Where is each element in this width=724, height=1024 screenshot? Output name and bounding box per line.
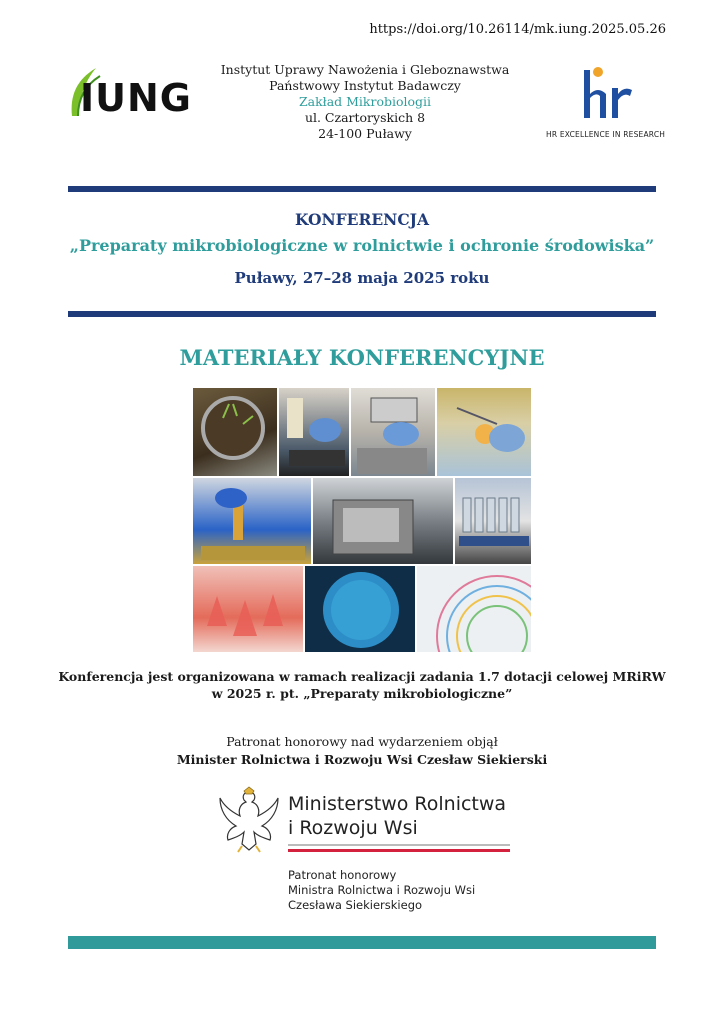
organization-line2: w 2025 r. pt. „Preparaty mikrobiologiczne” bbox=[211, 686, 513, 701]
patronage-small-line1: Patronat honorowy bbox=[288, 868, 397, 882]
hr-logo-icon bbox=[546, 64, 666, 128]
photo-collage bbox=[192, 387, 532, 653]
middle-divider bbox=[68, 311, 656, 317]
flag-stripe-red bbox=[288, 849, 510, 852]
collage-photo-incubator bbox=[312, 477, 454, 565]
flag-stripe-white bbox=[288, 844, 510, 846]
collage-photo-seedlings bbox=[192, 387, 278, 477]
hr-caption: HR EXCELLENCE IN RESEARCH bbox=[546, 130, 666, 139]
patronage-small-note bbox=[288, 868, 475, 913]
materials-heading: MATERIAŁY KONFERENCYJNE bbox=[179, 345, 545, 370]
patronage-lead: Patronat honorowy nad wydarzeniem objął bbox=[226, 734, 498, 749]
ministry-name-line1: Ministerstwo Rolnictwa bbox=[288, 793, 507, 815]
institute-type: Państwowy Instytut Badawczy bbox=[269, 78, 461, 93]
iung-wordmark: IUNG bbox=[80, 76, 192, 120]
collage-photo-petri-dish bbox=[304, 565, 416, 653]
city-address: 24-100 Puławy bbox=[318, 126, 412, 141]
organization-note bbox=[0, 668, 724, 702]
collage-photo-phylogenetic-tree bbox=[416, 565, 532, 653]
street-address: ul. Czartoryskich 8 bbox=[304, 110, 426, 125]
patronage-name: Minister Rolnictwa i Rozwoju Wsi Czesław Siekierski bbox=[176, 752, 548, 767]
conference-place-date: Puławy, 27–28 maja 2025 roku bbox=[234, 269, 490, 287]
collage-photo-tubes bbox=[192, 477, 312, 565]
conference-title: „Preparaty mikrobiologiczne w rolnictwie i ochronie środowiska” bbox=[69, 236, 655, 255]
ministry-logo bbox=[216, 786, 516, 858]
institute-block bbox=[200, 62, 530, 142]
patronage-small-line2: Ministra Rolnictwa i Rozwoju Wsi bbox=[288, 883, 476, 897]
ministry-name bbox=[288, 792, 506, 840]
collage-photo-lab-device bbox=[350, 387, 436, 477]
collage-photo-flasks bbox=[192, 565, 304, 653]
collage-photo-pipette bbox=[278, 387, 350, 477]
doi-link[interactable]: https://doi.org/10.26114/mk.iung.2025.05.26 bbox=[369, 22, 666, 37]
institute-name: Instytut Uprawy Nawożenia i Gleboznawstwa bbox=[220, 62, 510, 77]
collage-photo-gloves bbox=[436, 387, 532, 477]
bottom-teal-bar bbox=[68, 936, 656, 949]
hr-excellence-logo bbox=[546, 64, 666, 144]
polish-eagle-icon bbox=[216, 786, 282, 856]
patronage-small-line3: Czesława Siekierskiego bbox=[288, 898, 423, 912]
department-name: Zakład Mikrobiologii bbox=[298, 94, 432, 109]
organization-line1: Konferencja jest organizowana w ramach realizacji zadania 1.7 dotacji celowej MRiRW bbox=[58, 669, 666, 684]
ministry-name-line2: i Rozwoju Wsi bbox=[288, 817, 418, 839]
conference-label: KONFERENCJA bbox=[294, 210, 430, 229]
top-divider bbox=[68, 186, 656, 192]
collage-photo-vials bbox=[454, 477, 532, 565]
